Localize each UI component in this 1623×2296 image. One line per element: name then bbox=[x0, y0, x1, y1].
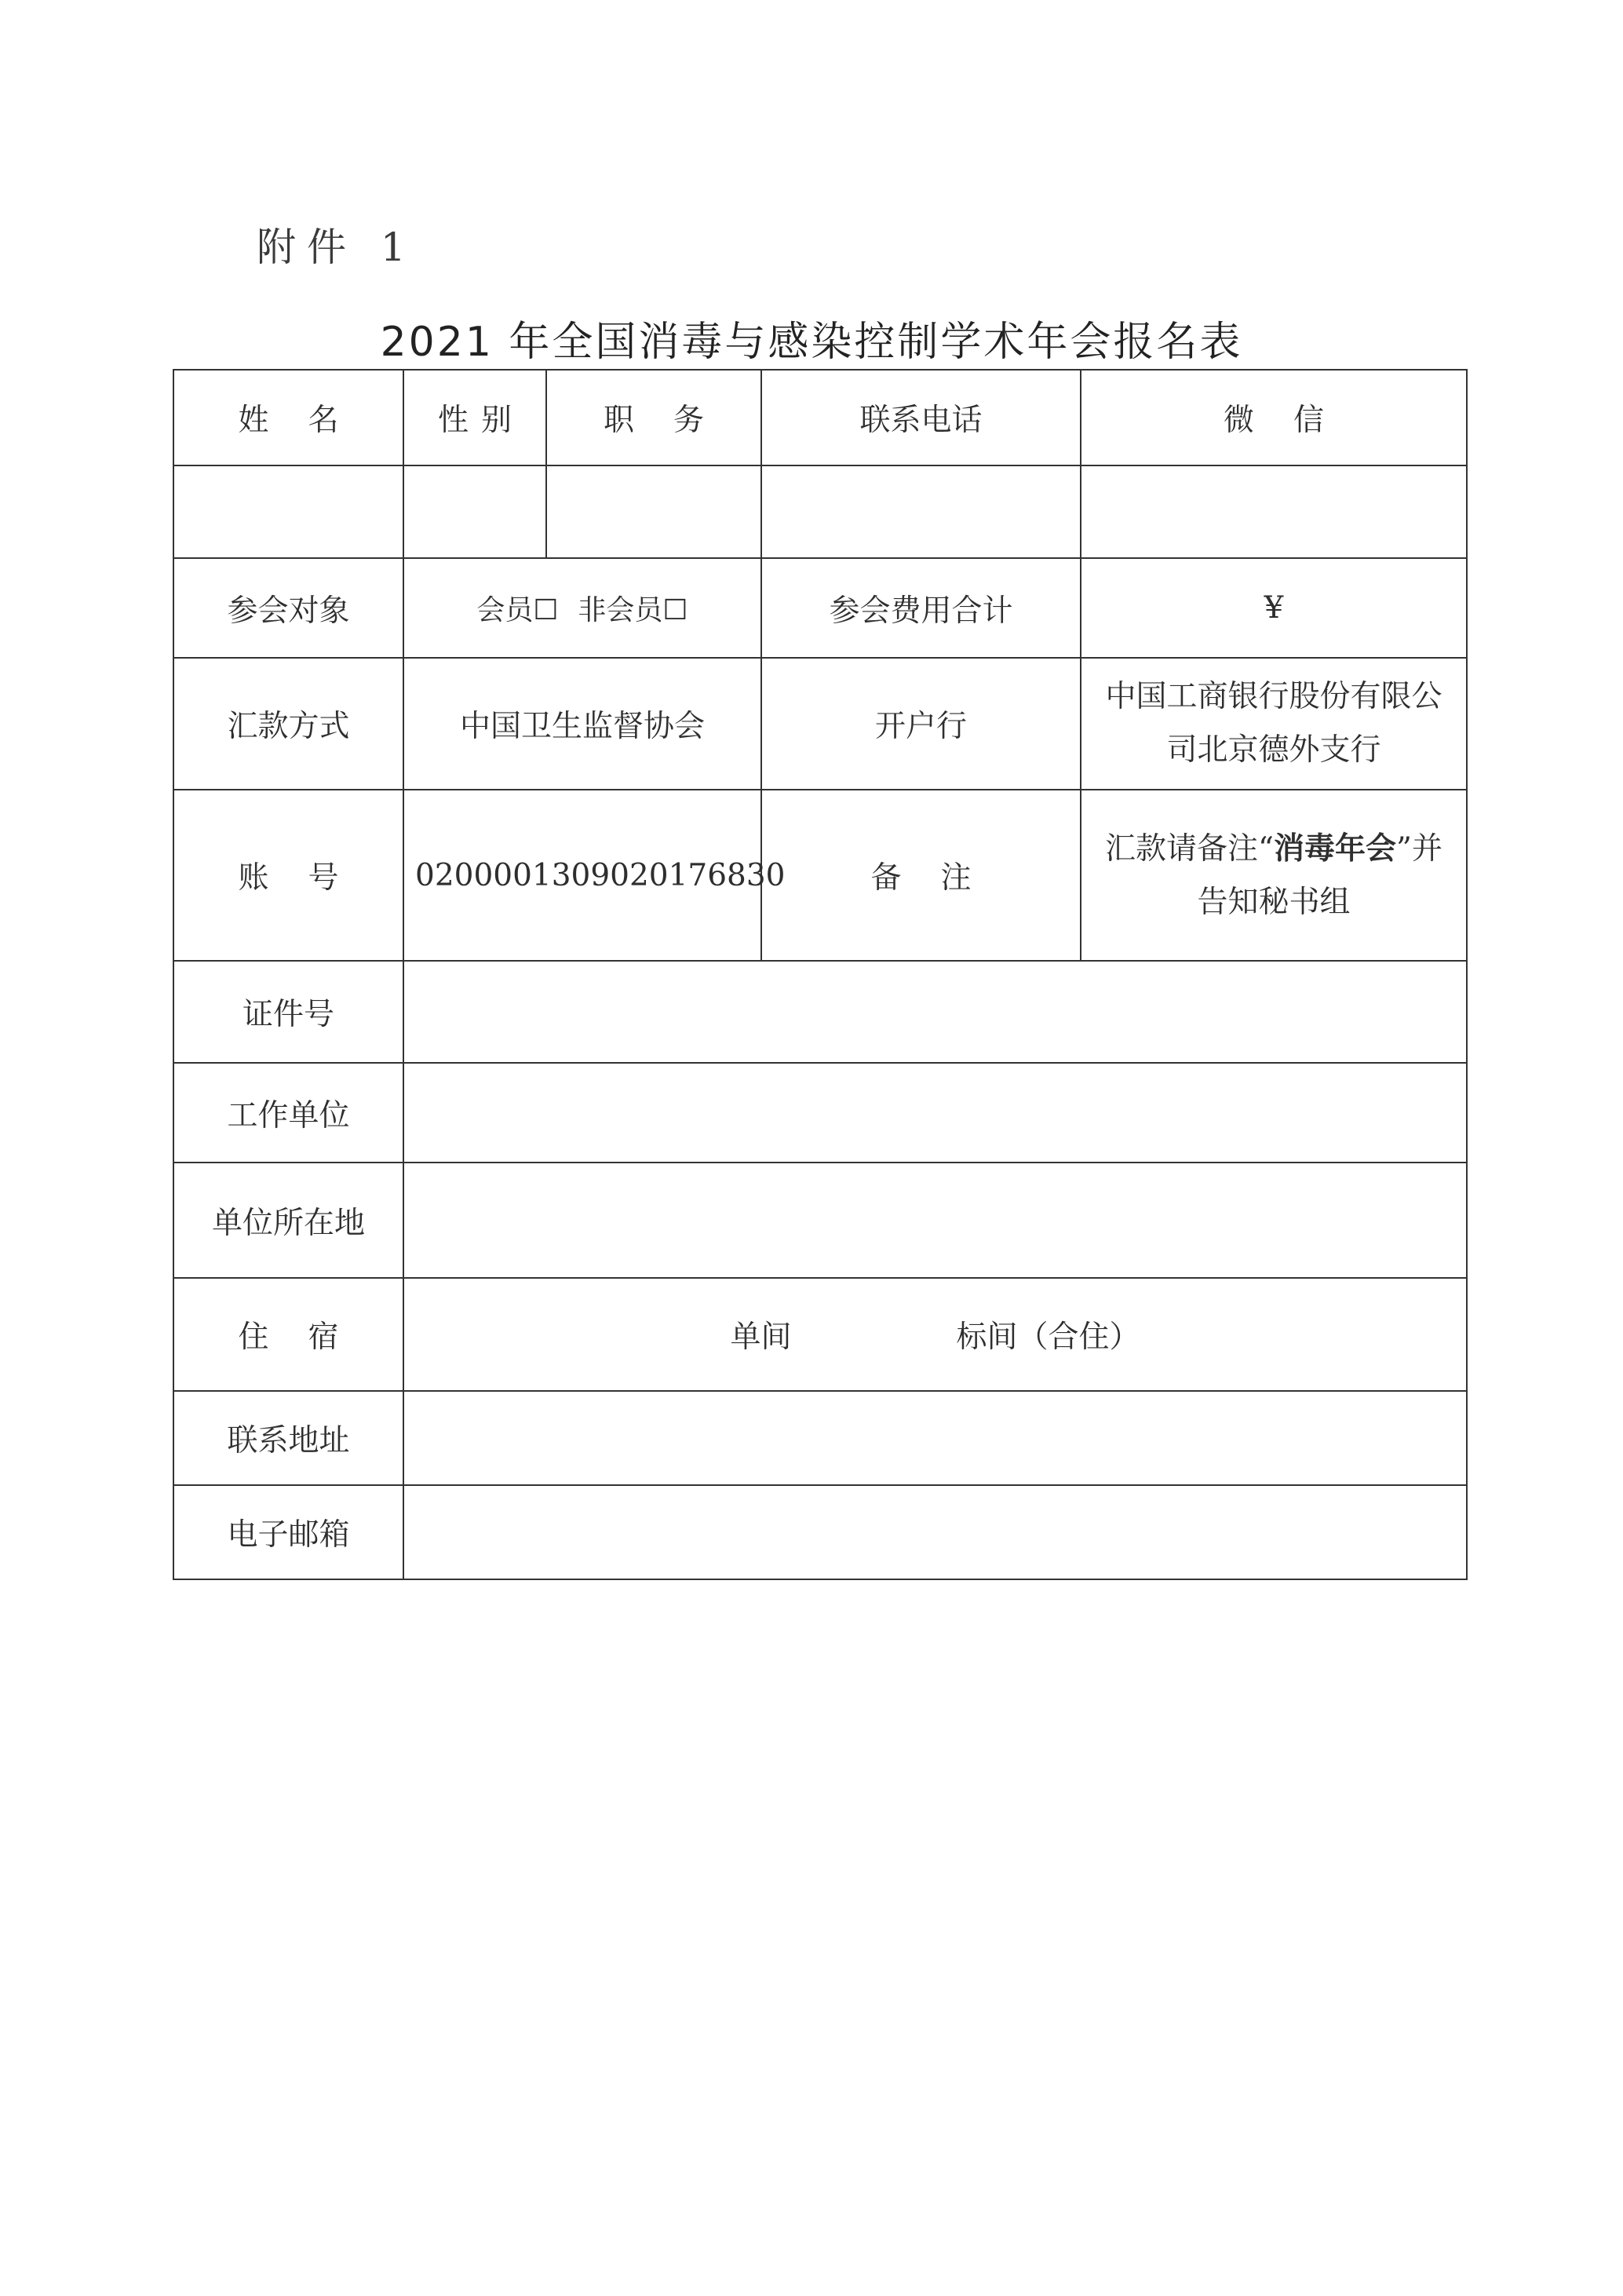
lodging-row bbox=[173, 1278, 1467, 1391]
fee-total-label: 参会费用合计 bbox=[761, 558, 1081, 658]
remit-method-label: 汇款方式 bbox=[173, 658, 403, 790]
contact-address-label: 联系地址 bbox=[173, 1391, 403, 1485]
name-header: 姓名 bbox=[173, 370, 403, 465]
lodging-single-option[interactable]: 单间 bbox=[730, 1320, 792, 1355]
email-label: 电子邮箱 bbox=[173, 1485, 403, 1579]
account-value: 0200001309020176830 bbox=[403, 790, 761, 961]
lodging-options bbox=[403, 1278, 1467, 1391]
remit-method-value: 中国卫生监督协会 bbox=[403, 658, 761, 790]
email-row bbox=[173, 1485, 1467, 1579]
lodging-label: 住宿 bbox=[173, 1278, 403, 1391]
wechat-input-cell[interactable] bbox=[1081, 465, 1467, 558]
fee-total-value[interactable]: ¥ bbox=[1081, 558, 1467, 658]
id-number-label: 证件号 bbox=[173, 961, 403, 1063]
attachment-label: 附件 1 bbox=[257, 224, 417, 270]
unit-location-label: 单位所在地 bbox=[173, 1163, 403, 1278]
account-row bbox=[173, 790, 1467, 961]
attendee-row bbox=[173, 558, 1467, 658]
form-title: 2021 年全国消毒与感染控制学术年会报名表 bbox=[380, 319, 1243, 366]
member-checkbox[interactable]: 会员☐ bbox=[476, 594, 559, 626]
phone-input-cell[interactable] bbox=[761, 465, 1081, 558]
name-input-cell[interactable] bbox=[173, 465, 403, 558]
lodging-twin-option[interactable]: 标间（合住） bbox=[956, 1320, 1140, 1355]
id-number-input-cell[interactable] bbox=[403, 961, 1467, 1063]
bank-label: 开户行 bbox=[761, 658, 1081, 790]
gender-header: 性别 bbox=[403, 370, 546, 465]
header-row bbox=[173, 370, 1467, 465]
remark-highlight: 消毒年会 bbox=[1273, 830, 1396, 867]
bank-value: 中国工商银行股份有限公司北京德外支行 bbox=[1081, 658, 1467, 790]
remark-value: 汇款请备注“消毒年会”并告知秘书组 bbox=[1081, 790, 1467, 961]
contact-address-row bbox=[173, 1391, 1467, 1485]
position-header: 职务 bbox=[546, 370, 761, 465]
unit-location-input-cell[interactable] bbox=[403, 1163, 1467, 1278]
work-unit-row bbox=[173, 1063, 1467, 1163]
remark-label: 备注 bbox=[761, 790, 1081, 961]
id-number-row bbox=[173, 961, 1467, 1063]
input-row bbox=[173, 465, 1467, 558]
position-input-cell[interactable] bbox=[546, 465, 761, 558]
remit-row bbox=[173, 658, 1467, 790]
non-member-checkbox[interactable]: 非会员☐ bbox=[578, 594, 688, 626]
phone-header: 联系电话 bbox=[761, 370, 1081, 465]
wechat-header: 微信 bbox=[1081, 370, 1467, 465]
contact-address-input-cell[interactable] bbox=[403, 1391, 1467, 1485]
unit-location-row bbox=[173, 1163, 1467, 1278]
attendee-type-options bbox=[403, 558, 761, 658]
account-label: 账号 bbox=[173, 790, 403, 961]
registration-table bbox=[173, 369, 1468, 1580]
email-input-cell[interactable] bbox=[403, 1485, 1467, 1579]
work-unit-input-cell[interactable] bbox=[403, 1063, 1467, 1163]
attendee-type-label: 参会对象 bbox=[173, 558, 403, 658]
gender-input-cell[interactable] bbox=[403, 465, 546, 558]
work-unit-label: 工作单位 bbox=[173, 1063, 403, 1163]
